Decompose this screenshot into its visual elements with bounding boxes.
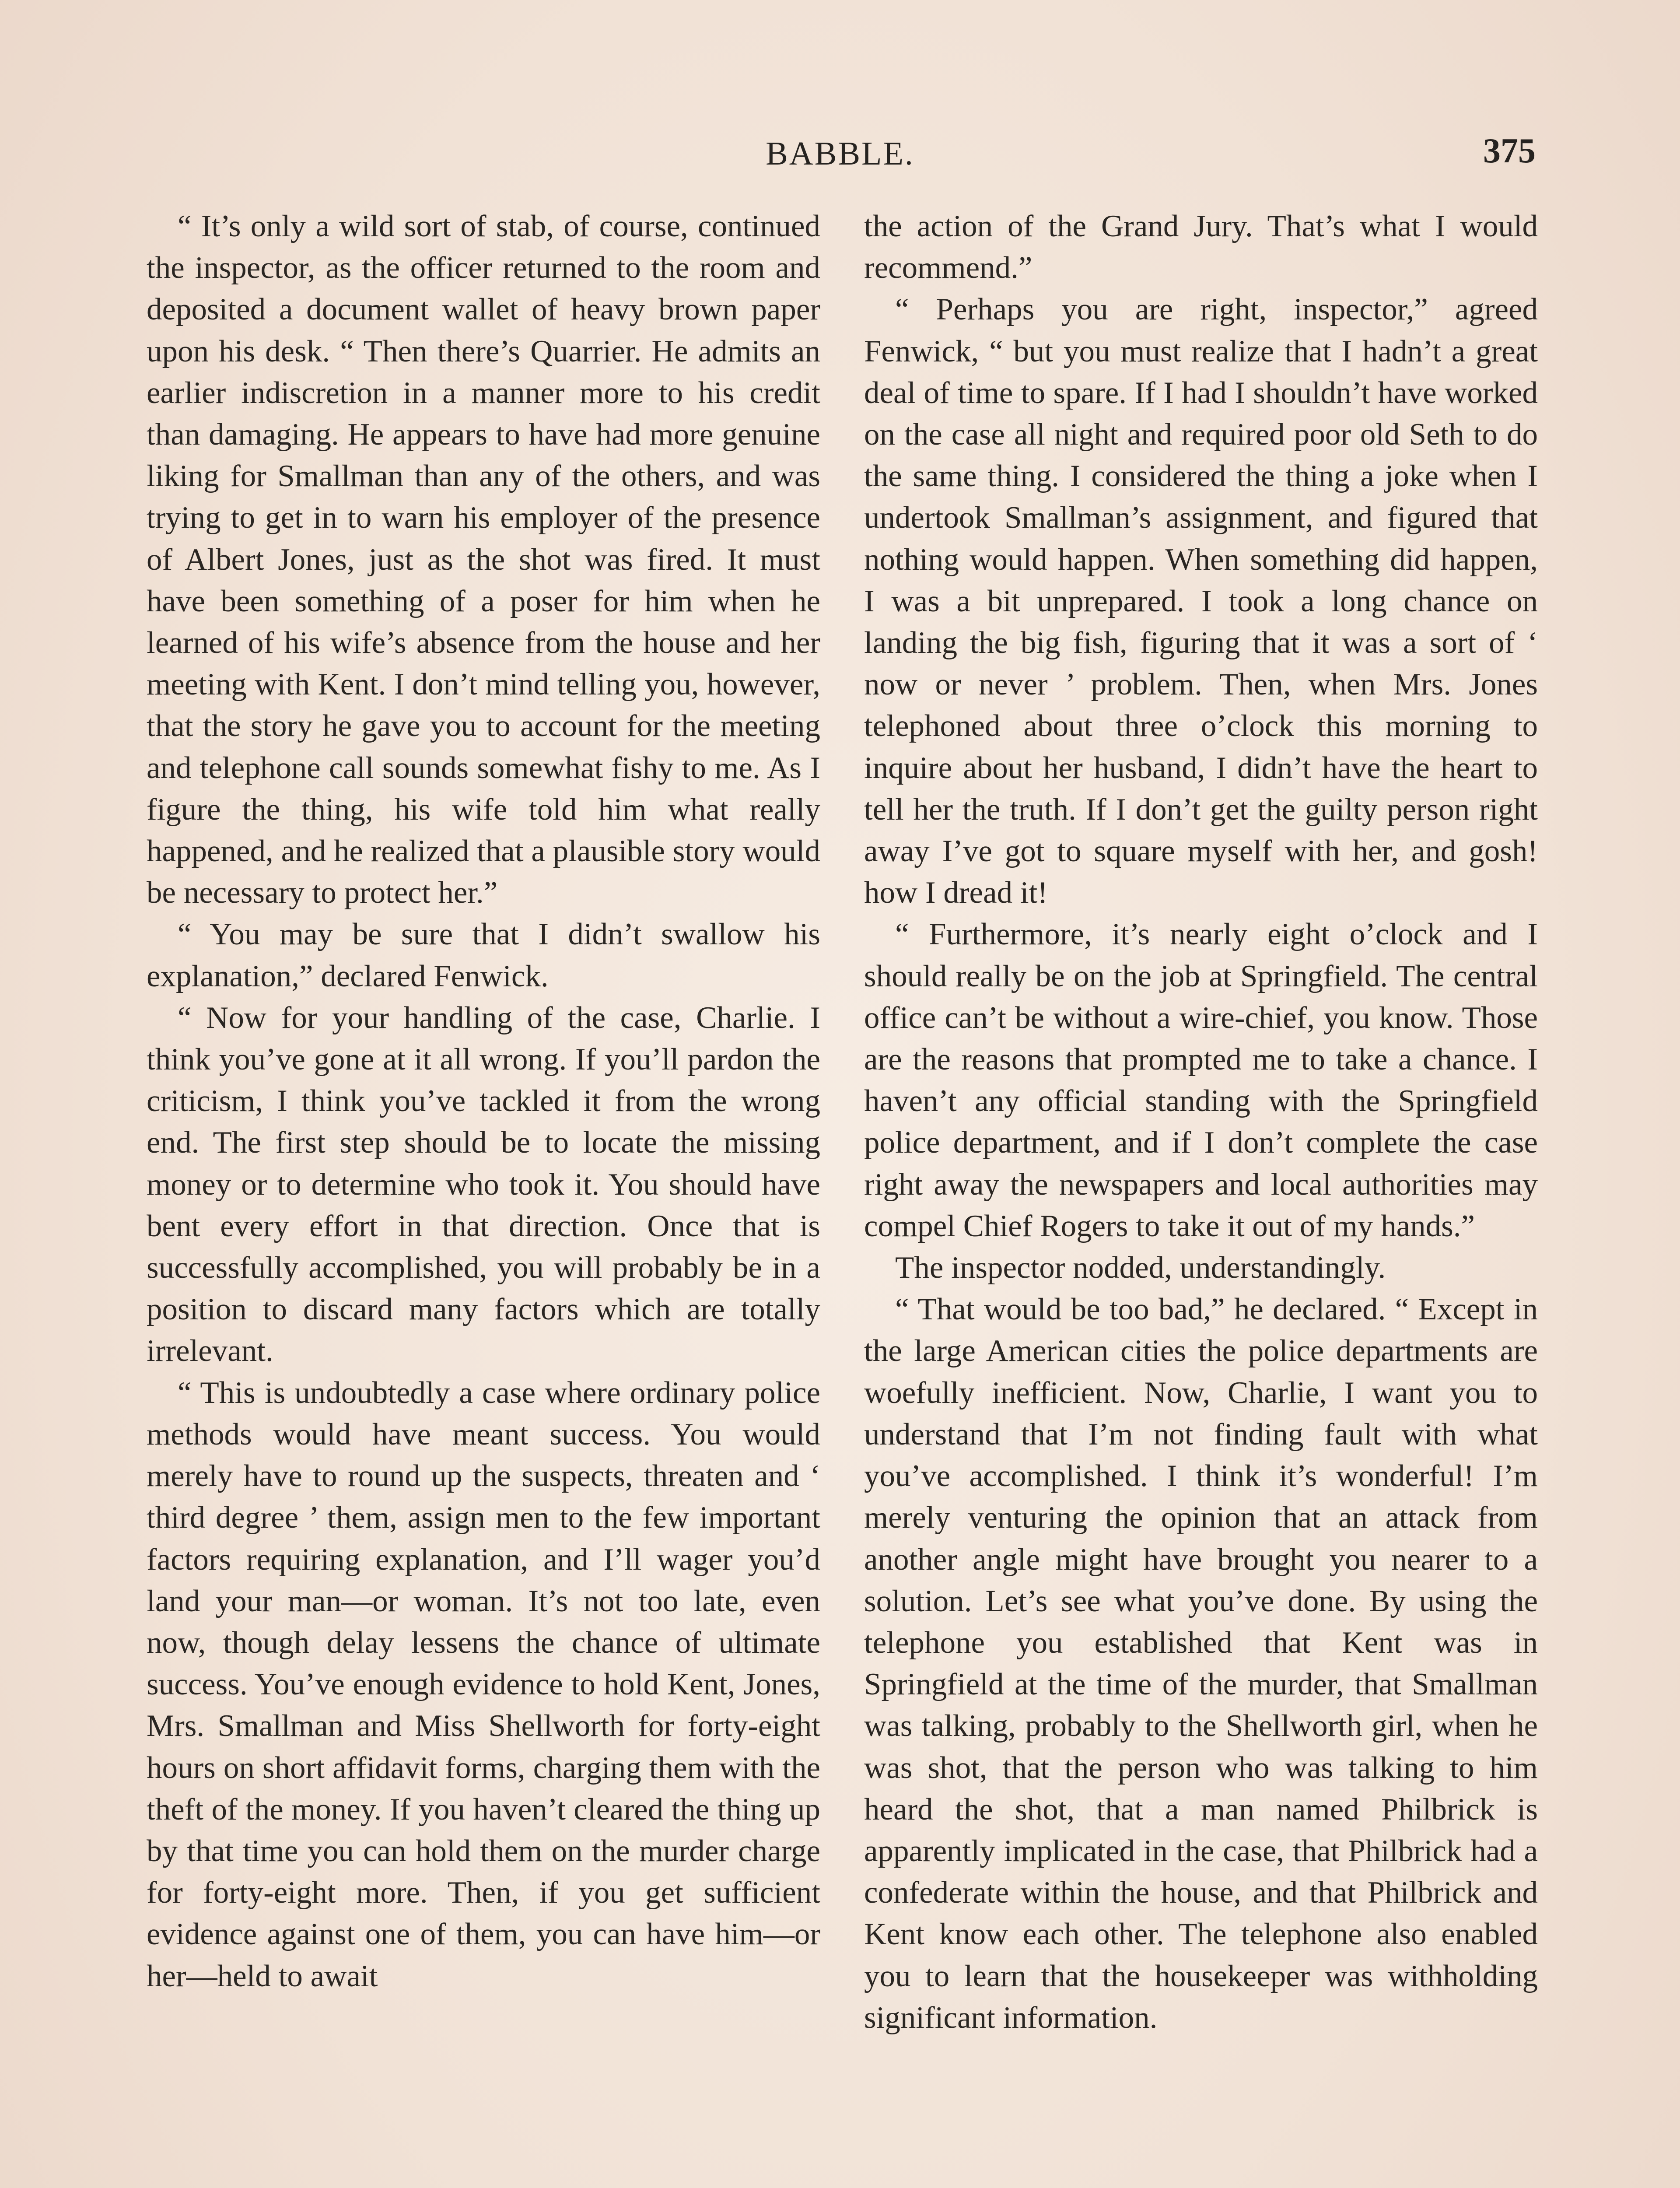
paragraph: “ Perhaps you are right, inspector,” agreed Fenwick, “ but you must realize that I hadn’t a great deal of time to spare. If I had I shouldn’t have worked on the case all night and required poor old Seth to do the same thing. I considered the thing a joke when I undertook Smallman’s assignment, and figured that nothing would happen. When something did happen, I was a bit unprepared. I took a long chance on landing the big fish, figuring that it was a sort of ‘ now or never ’ problem. Then, when Mrs. Jones telephoned about three o’clock this morning to inquire about her husband, I didn’t have the heart to tell her the truth. If I don’t get the guilty person right away I’ve got to square myself with her, and gosh! how I dread it! [864, 292, 1538, 910]
right-column [864, 206, 1538, 2039]
page-number: 375 [1483, 132, 1536, 170]
left-column [147, 206, 820, 2039]
paragraph: “ Furthermore, it’s nearly eight o’clock and I should really be on the job at Springfield. The central office can’t be without a wire-chief, you know. Those are the reasons that prompted me to take a chance. I haven’t any official standing with the Springfield police department, and if I don’t complete the case right away the newspapers and local authorities may compel Chief Rogers to take it out of my hands.” [864, 917, 1538, 1243]
page-header [144, 131, 1536, 179]
paragraph: The inspector nodded, understandingly. [895, 1251, 1386, 1285]
paragraph: the action of the Grand Jury. That’s what I would recommend.” [864, 209, 1538, 285]
running-title: BABBLE. [766, 135, 914, 172]
paragraph: “ This is undoubtedly a case where ordinary police methods would have meant success. You would merely have to round up the suspects, threaten and ‘ third degree ’ them, assign men to the few important factors requiring explanation, and I’ll wager you’d land your man—or woman. It’s not too late, even now, though delay lessens the chance of ultimate success. You’ve enough evidence to hold Kent, Jones, Mrs. Smallman and Miss Shellworth for forty-eight hours on short affidavit forms, charging them with the theft of the money. If you haven’t cleared the thing up by that time you can hold them on the murder charge for forty-eight more. Then, if you get sufficient evidence against one of them, you can have him—or her—held to await [147, 1375, 820, 1993]
paragraph: “ You may be sure that I didn’t swallow his explanation,” declared Fenwick. [147, 917, 820, 993]
text-columns [147, 206, 1538, 2039]
paragraph: “ Now for your handling of the case, Charlie. I think you’ve gone at it all wrong. If you’ll pardon the criticism, I think you’ve tackled it from the wrong end. The first step should be to locate the missing money or to determine who took it. You should have bent every effort in that direction. Once that is successfully accomplished, you will probably be in a position to discard many factors which are totally irrelevant. [147, 1000, 820, 1368]
paragraph: “ That would be too bad,” he declared. “ Except in the large American cities the police departments are woefully inefficient. Now, Charlie, I want you to understand that I’m not finding fault with what you’ve accomplished. I think it’s wonderful! I’m merely venturing the opinion that an attack from another angle might have brought you nearer to a solution. Let’s see what you’ve done. By using the telephone you established that Kent was in Springfield at the time of the murder, that Smallman was talking, probably to the Shellworth girl, when he was shot, that the person who was talking to him heard the shot, that a man named Philbrick is apparently implicated in the case, that Philbrick had a confederate within the house, and that Philbrick and Kent know each other. The telephone also enabled you to learn that the housekeeper was withholding significant information. [864, 1292, 1538, 2035]
paragraph: “ It’s only a wild sort of stab, of course, continued the inspector, as the officer returned to the room and deposited a document wallet of heavy brown paper upon his desk. “ Then there’s Quarrier. He admits an earlier indiscretion in a manner more to his credit than damaging. He appears to have had more genuine liking for Smallman than any of the others, and was trying to get in to warn his employer of the presence of Albert Jones, just as the shot was fired. It must have been something of a poser for him when he learned of his wife’s absence from the house and her meeting with Kent. I don’t mind telling you, however, that the story he gave you to account for the meeting and telephone call sounds somewhat fishy to me. As I figure the thing, his wife told him what really happened, and he realized that a plausible story would be necessary to protect her.” [147, 209, 820, 910]
